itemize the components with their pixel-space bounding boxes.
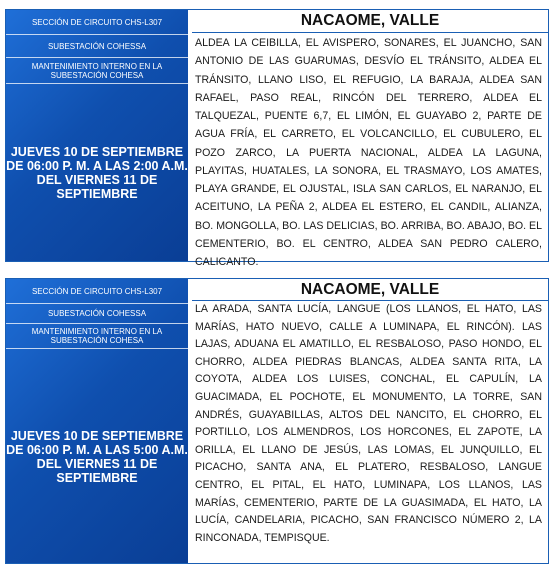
outage-card-1 — [5, 9, 549, 268]
maintenance-label: MANTENIMIENTO INTERNO EN LA SUBESTACIÓN COHESA — [6, 58, 188, 84]
maintenance-label: MANTENIMIENTO INTERNO EN LA SUBESTACIÓN COHESA — [6, 324, 188, 349]
circuit-label: SECCIÓN DE CIRCUITO CHS-L307 — [6, 10, 188, 35]
outage-areas-panel — [192, 10, 548, 268]
schedule-text: JUEVES 10 DE SEPTIEMBRE DE 06:00 P. M. A LAS 5:00 A.M. DEL VIERNES 11 DE SEPTIEMBRE — [6, 428, 188, 485]
substation-label: SUBESTACIÓN COHESSA — [6, 35, 188, 58]
schedule-text: JUEVES 10 DE SEPTIEMBRE DE 06:00 P. M. A LAS 2:00 A.M. DEL VIERNES 11 DE SEPTIEMBRE — [6, 145, 188, 201]
outage-info-panel — [6, 10, 188, 261]
location-title: NACAOME, VALLE — [192, 279, 548, 301]
outage-info-panel — [6, 279, 188, 563]
location-title: NACAOME, VALLE — [192, 10, 548, 33]
substation-label: SUBESTACIÓN COHESSA — [6, 304, 188, 324]
affected-areas: LA ARADA, SANTA LUCÍA, LANGUE (LOS LLANOS, EL HATO, LAS MARÍAS, HATO NUEVO, CALLE A LUMINAPA, EL RINCÓN). LAS LAJAS, ADUANA EL AMATILLO, EL RESBALOSO, PASO HONDO, EL CHORRO, ALDEA PIEDRAS BLANCAS, ALDEA SANTA RITA, LA COYOTA, ALDEA LOS LUISES, CONCHAL, EL CAPULÍN, LA GUACIMADA, EL POCHOTE, EL MONUMENTO, LA TORRE, SAN ANDRÉS, GUAYABILLAS, ALTOS DEL NANCITO, EL CHORRO, EL PORTILLO, LOS ALMENDROS, LOS HORCONES, EL ZAPOTE, LA ORILLA, EL LLANO DE JESÚS, LAS LOMAS, EL JUNQUILLO, EL PICACHO, SANTA ANA, EL PLATERO, RESBALOSO, LANGUE CENTRO, EL PITAL, EL HATO, LUMINAPA, LOS LLANOS, LAS MARÍAS, CEMENTERIO, PARTE DE LA GUASIMADA, EL HATO, LA LUCÍA, CANDELARIA, PICACHO, SAN FRANCISCO NÚMERO 2, LA RINCONADA, TEMPISQUE. — [195, 303, 542, 544]
circuit-label: SECCIÓN DE CIRCUITO CHS-L307 — [6, 279, 188, 304]
outage-areas-panel — [192, 279, 548, 563]
affected-areas: ALDEA LA CEIBILLA, EL AVISPERO, SONARES, EL JUANCHO, SAN ANTONIO DE LAS GUARUMAS, DESVÍO EL TRÁNSITO, ALDEA EL TRÁNSITO, LLANO LISO, EL REFUGIO, LA BARAJA, ALDEA SAN RAFAEL, PASO REAL, RINCÓN DEL TERRERO, ALDEA EL TALQUEZAL, PUENTE 6,7, EL LIMÓN, EL GUAYABO 2, PARTE DE AGUA FRÍA, EL CARRETO, EL VOLCANCILLO, EL CUBULERO, EL POZO ZARCO, LA PUERTA NACIONAL, ALDEA LA LAGUNA, PLAYITAS, HUATALES, LA SONORA, EL TRASMAYO, LOS AMATES, PLAYA GRANDE, EL OJUSTAL, ISLA SAN CARLOS, EL NARANJO, EL ACEITUNO, LA PEÑA 2, ALDEA EL ESTERO, EL CANDIL, ALIANZA, BO. MONGOLLA, BO. LAS DELICIAS, BO. ARRIBA, BO. ABAJO, BO. EL CEMENTERIO, BO. EL CENTRO, ALDEA SAN PEDRO CALERO, CALICANTO. — [195, 37, 542, 268]
outage-card-2 — [5, 278, 549, 564]
